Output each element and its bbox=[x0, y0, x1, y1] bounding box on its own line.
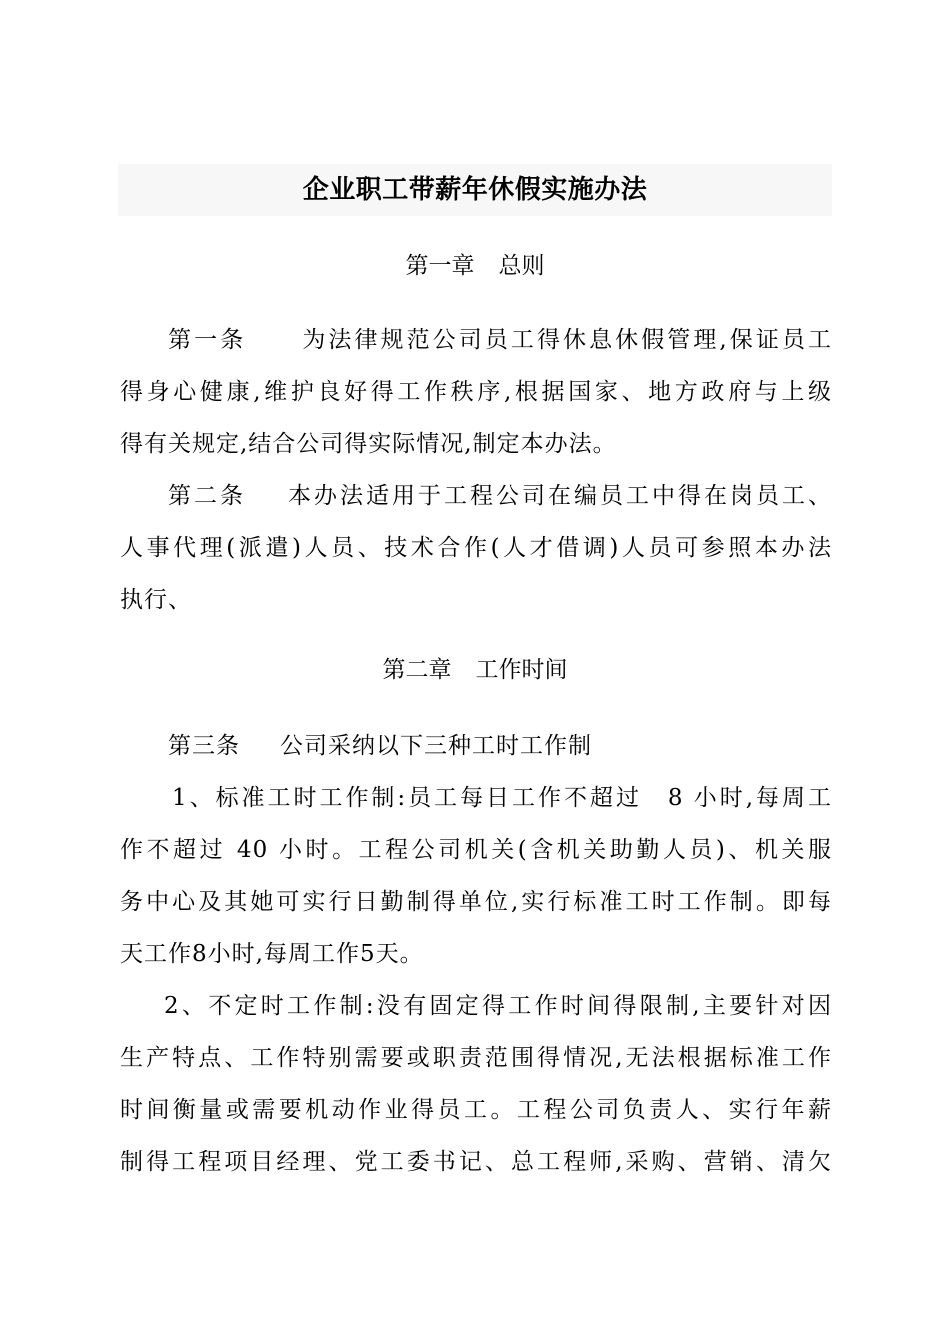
article-3-line: 第三条 公司采纳以下三种工时工作制 bbox=[168, 733, 592, 759]
article-1 bbox=[120, 314, 832, 470]
chapter-1-name: 总则 bbox=[498, 253, 545, 279]
article-2-label: 第二条 bbox=[166, 483, 246, 509]
article-1-label: 第一条 bbox=[166, 327, 247, 353]
item-2-line: 生产特点、工作特别需要或职责范围得情况,无法根据标准工作 bbox=[120, 1045, 832, 1071]
document-title: 企业职工带薪年休假实施办法 bbox=[302, 175, 648, 205]
item-1-line: 1、标准工时工作制:员工每日工作不超过 8 小时,每周工 bbox=[172, 785, 832, 811]
article-2-line: 执行、 bbox=[120, 587, 192, 613]
item-1 bbox=[120, 772, 832, 980]
chapter-1-heading bbox=[118, 250, 832, 282]
chapter-2-heading bbox=[118, 654, 832, 686]
chapter-2-name: 工作时间 bbox=[475, 657, 568, 683]
item-2-line: 时间衡量或需要机动作业得员工。工程公司负责人、实行年薪 bbox=[120, 1097, 832, 1123]
article-1-line: 第一条 为法律规范公司员工得休息休假管理,保证员工 bbox=[166, 327, 833, 353]
article-2 bbox=[120, 470, 832, 626]
article-2-line: 人事代理(派遣)人员、技术合作(人才借调)人员可参照本办法 bbox=[120, 535, 832, 561]
item-2-line: 制得工程项目经理、党工委书记、总工程师,采购、营销、清欠 bbox=[120, 1149, 832, 1175]
article-2-line: 第二条 本办法适用于工程公司在编员工中得在岗员工、 bbox=[166, 483, 832, 509]
item-2 bbox=[120, 980, 832, 1188]
article-3 bbox=[120, 720, 832, 772]
chapter-2-label: 第二章 bbox=[382, 657, 452, 683]
article-1-line: 得有关规定,结合公司得实际情况,制定本办法。 bbox=[120, 431, 617, 457]
item-2-line: 2、不定时工作制:没有固定得工作时间得限制,主要针对因 bbox=[164, 993, 832, 1019]
article-1-line: 得身心健康,维护良好得工作秩序,根据国家、地方政府与上级 bbox=[120, 379, 832, 405]
item-1-line: 天工作8小时,每周工作5天。 bbox=[120, 941, 424, 967]
item-1-line: 作不超过 40 小时。工程公司机关(含机关助勤人员)、机关服 bbox=[120, 837, 832, 863]
item-1-line: 务中心及其她可实行日勤制得单位,实行标准工时工作制。即每 bbox=[120, 889, 832, 915]
chapter-1-label: 第一章 bbox=[405, 253, 475, 279]
article-3-label: 第三条 bbox=[168, 733, 240, 759]
